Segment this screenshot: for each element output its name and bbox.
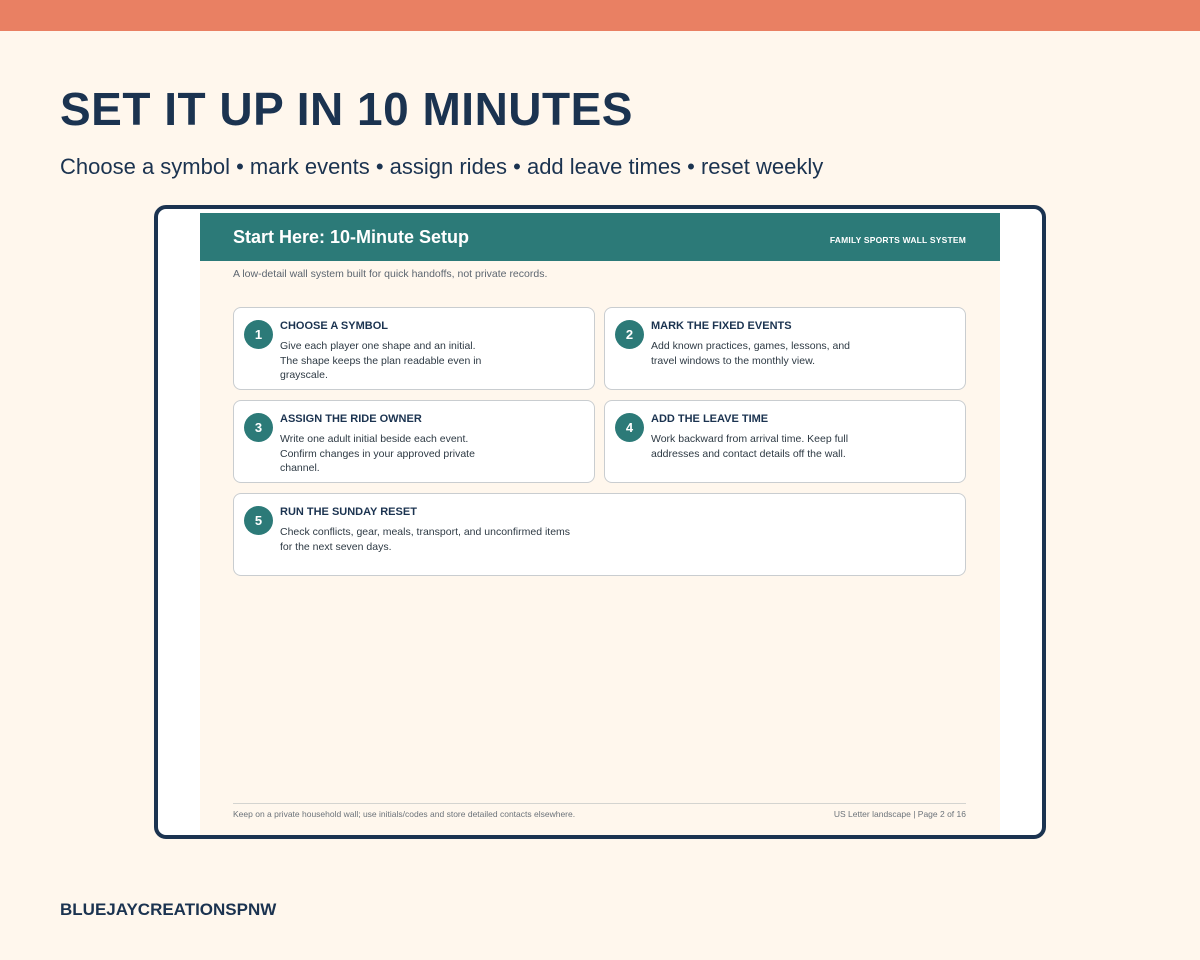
page-title: SET IT UP IN 10 MINUTES	[60, 83, 633, 135]
step-card-2	[604, 307, 966, 390]
step-number-badge: 3	[244, 413, 273, 442]
preview-frame	[154, 205, 1046, 839]
step-description: Write one adult initial beside each event. Confirm changes in your approved private channel.	[280, 433, 475, 474]
sheet-intro: A low-detail wall system built for quick handoffs, not private records.	[233, 268, 548, 280]
sheet-title: Start Here: 10-Minute Setup	[233, 227, 470, 247]
top-accent-bar	[0, 0, 1200, 31]
step-description: Add known practices, games, lessons, and travel windows to the monthly view.	[651, 340, 851, 367]
step-title: ADD THE LEAVE TIME	[651, 413, 769, 425]
sheet-header	[200, 213, 1000, 261]
step-number-badge: 5	[244, 506, 273, 535]
step-title: MARK THE FIXED EVENTS	[651, 320, 792, 332]
step-description: Give each player one shape and an initial. The shape keeps the plan readable even in grayscale.	[280, 340, 482, 381]
footer-page-info: US Letter landscape | Page 2 of 16	[833, 809, 966, 819]
step-card-4	[604, 400, 966, 483]
step-card-5	[233, 493, 966, 576]
sheet-brand: FAMILY SPORTS WALL SYSTEM	[829, 235, 966, 245]
step-title: CHOOSE A SYMBOL	[280, 320, 388, 332]
step-number-badge: 4	[615, 413, 644, 442]
footer-divider	[233, 803, 966, 804]
step-title: ASSIGN THE RIDE OWNER	[280, 413, 422, 425]
footer-privacy-note: Keep on a private household wall; use initials/codes and store detailed contacts elsewhere.	[233, 809, 576, 819]
shop-name: BLUEJAYCREATIONSPNW	[60, 900, 277, 919]
step-description: Work backward from arrival time. Keep full addresses and contact details off the wall.	[651, 433, 849, 460]
step-card-1	[233, 307, 595, 390]
step-title: RUN THE SUNDAY RESET	[280, 506, 417, 518]
step-card-3	[233, 400, 595, 483]
step-number-badge: 1	[244, 320, 273, 349]
step-number-badge: 2	[615, 320, 644, 349]
printable-sheet	[200, 213, 1000, 835]
step-description: Check conflicts, gear, meals, transport, and unconfirmed items for the next seven days.	[280, 526, 571, 553]
page-subtitle: Choose a symbol • mark events • assign rides • add leave times • reset weekly	[60, 154, 824, 179]
